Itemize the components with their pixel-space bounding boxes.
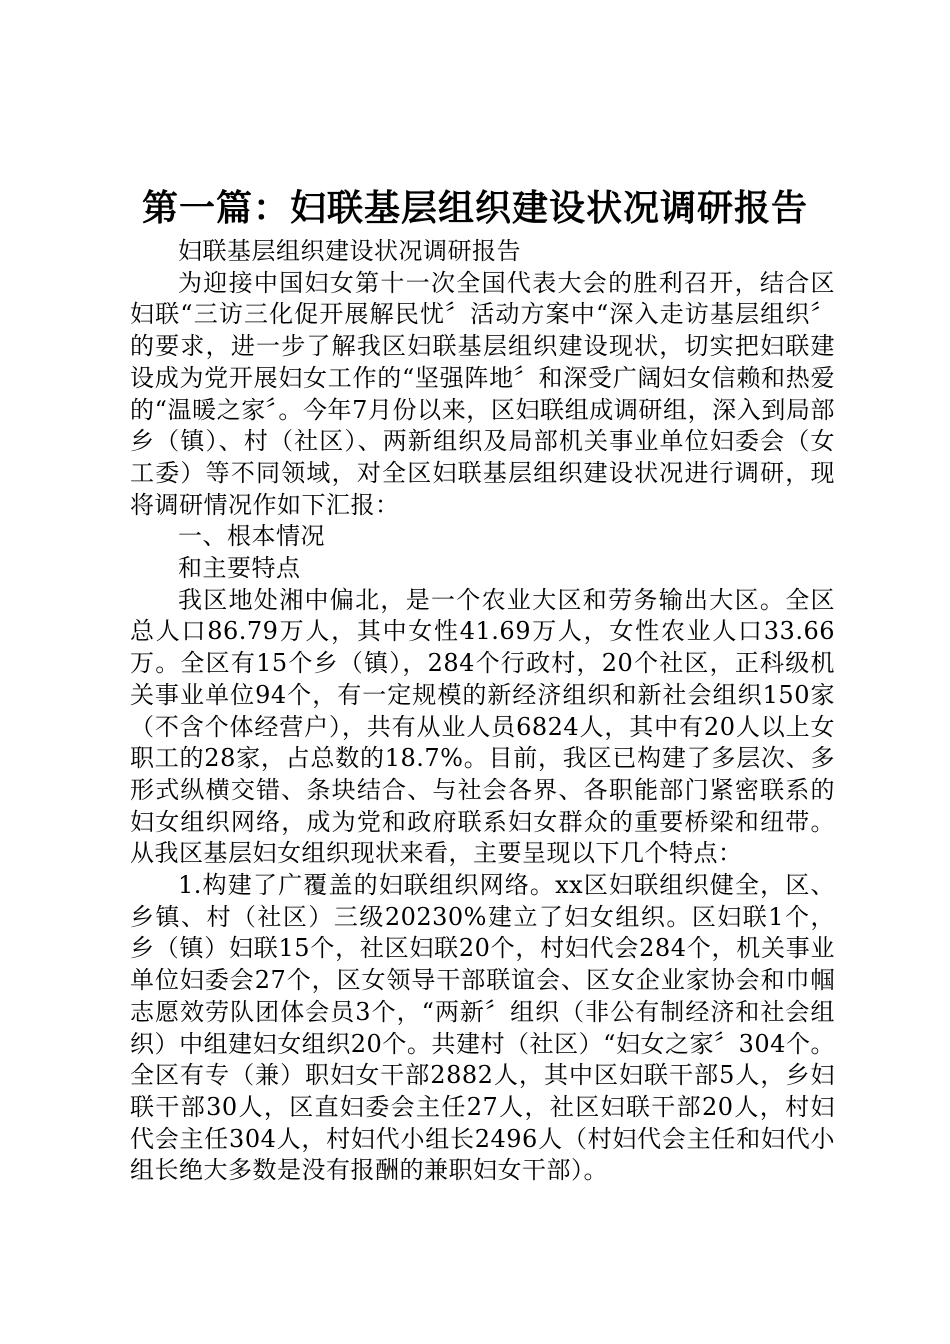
document-body	[130, 236, 835, 1187]
paragraph-intro: 为迎接中国妇女第十一次全国代表大会的胜利召开，结合区妇联“三访三化促开展解民忧〞活动方案中“深入走访基层组织〞的要求，进一步了解我区妇联基层组织建设现状，切实把妇联建设成为党开展妇女工作的“坚强阵地〞和深受广阔妇女信赖和热爱的“温暖之家〞。今年7月份以来，区妇联组成调研组，深入到局部乡（镇）、村（社区）、两新组织及局部机关事业单位妇委会（女工委）等不同领域，对全区妇联基层组织建设状况进行调研，现将调研情况作如下汇报：	[130, 268, 835, 519]
paragraph-overview: 我区地处湘中偏北，是一个农业大区和劳务输出大区。全区总人口86.79万人，其中女性41.69万人，女性农业人口33.66万。全区有15个乡（镇），284个行政村，20个社区，正科级机关事业单位94个，有一定规模的新经济组织和新社会组织150家（不含个体经营户），共有从业人员6824人，其中有20人以上女职工的28家，占总数的18.7%。目前，我区已构建了多层次、多形式纵横交错、条块结合、与社会各界、各职能部门紧密联系的妇女组织网络，成为党和政府联系妇女群众的重要桥梁和纽带。从我区基层妇女组织现状来看，主要呈现以下几个特点：	[130, 585, 835, 868]
paragraph-point-1: 1.构建了广覆盖的妇联组织网络。xx区妇联组织健全，区、乡镇、村（社区）三级20230%建立了妇女组织。区妇联1个，乡（镇）妇联15个，社区妇联20个，村妇代会284个，机关事业单位妇委会27个，区女领导干部联谊会、区女企业家协会和巾帼志愿效劳队团体会员3个，“两新〞组织（非公有制经济和社会组织）中组建妇女组织20个。共建村（社区）“妇女之家〞304个。全区有专（兼）职妇女干部2882人，其中区妇联干部5人，乡妇联干部30人，区直妇委会主任27人，社区妇联干部20人，村妇代会主任304人，村妇代小组长2496人（村妇代会主任和妇代小组长绝大多数是没有报酬的兼职妇女干部）。	[130, 871, 835, 1185]
section-heading-basic: 一、根本情况	[178, 522, 325, 551]
section-heading-features: 和主要特点	[178, 554, 301, 583]
paragraph-subtitle: 妇联基层组织建设状况调研报告	[178, 237, 521, 265]
document-title: 第一篇：妇联基层组织建设状况调研报告	[141, 187, 808, 229]
